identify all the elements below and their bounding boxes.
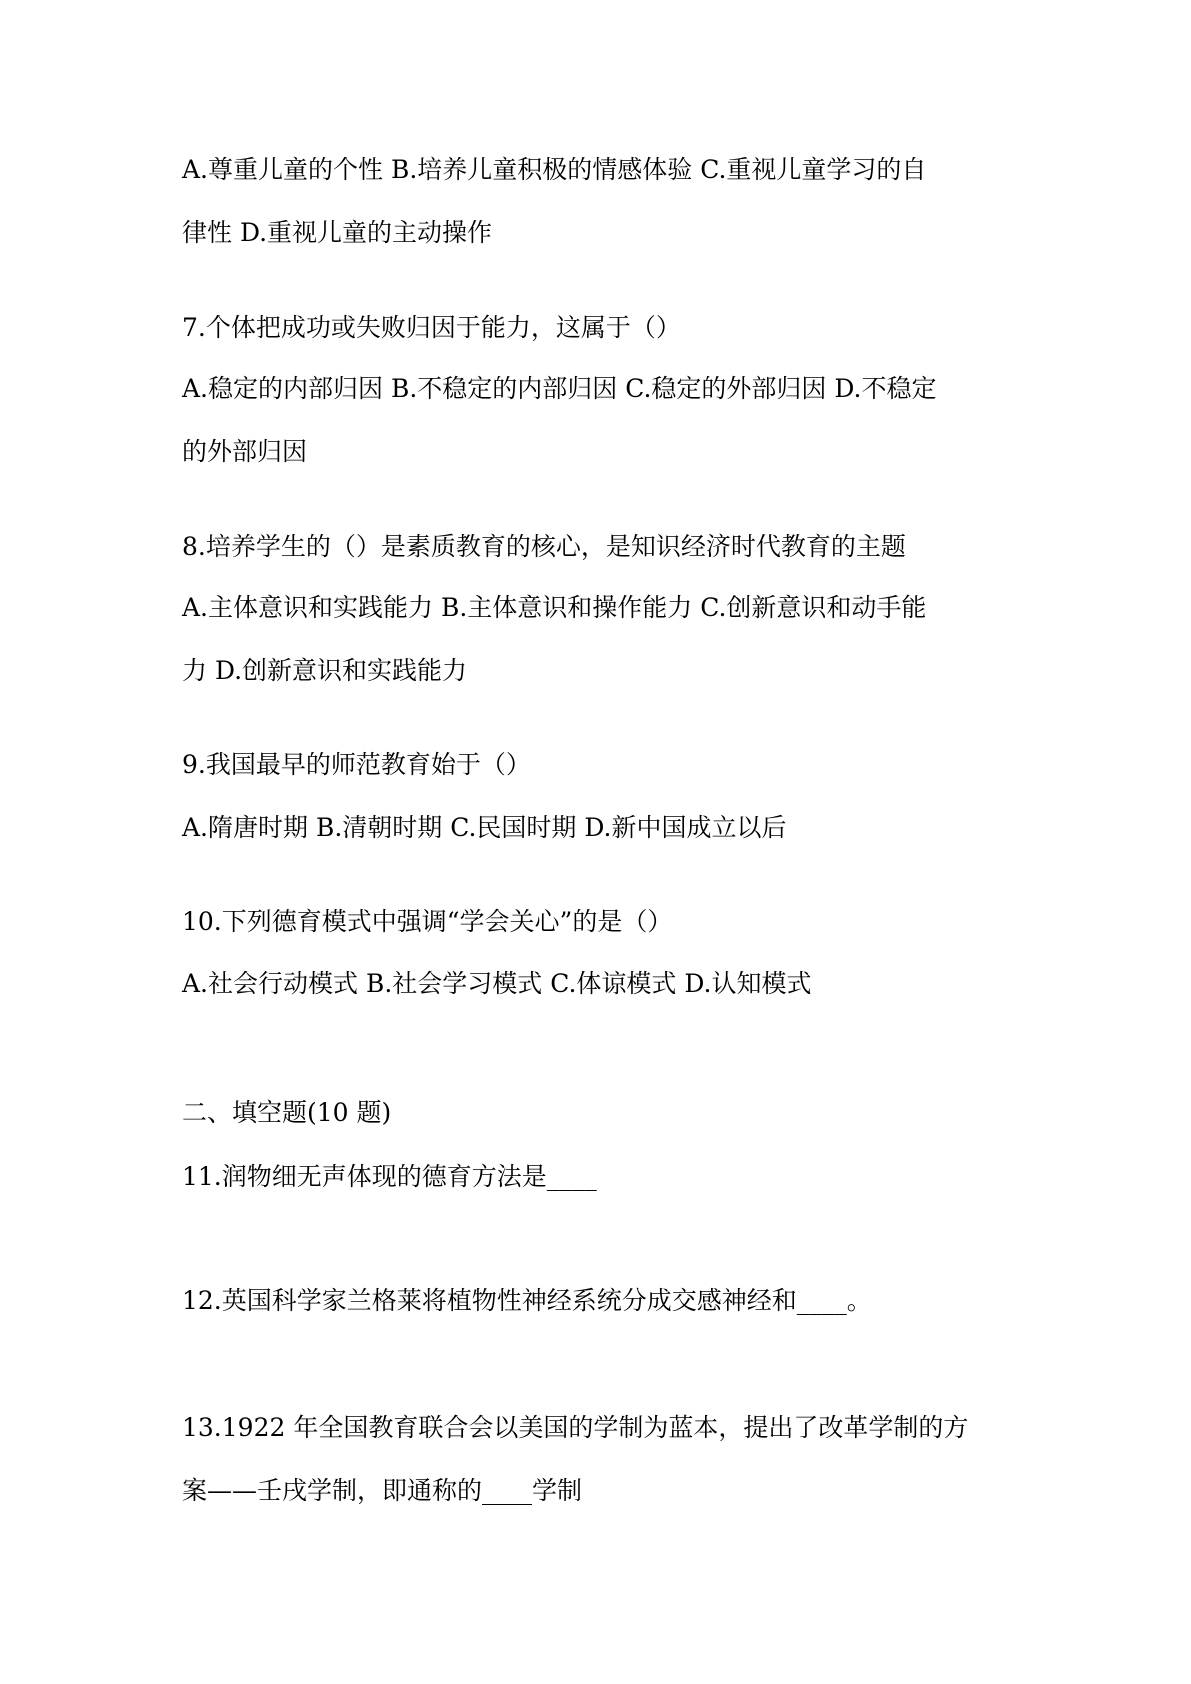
q9-question: 9.我国最早的师范教育始于（） [182,750,531,779]
q6-options-line-2: 律性 D.重视儿童的主动操作 [182,218,493,247]
q10-options-line-1: A.社会行动模式 B.社会学习模式 C.体谅模式 D.认知模式 [182,969,812,998]
q7-question: 7.个体把成功或失败归因于能力，这属于（） [182,313,681,342]
q8-options-line-1: A.主体意识和实践能力 B.主体意识和操作能力 C.创新意识和动手能 [182,593,927,622]
q11-question: 11.润物细无声体现的德育方法是____ [182,1162,597,1191]
q10-question: 10.下列德育模式中强调“学会关心”的是（） [182,907,673,936]
q12-question: 12.英国科学家兰格莱将植物性神经系统分成交感神经和____。 [182,1286,872,1315]
q13-question-line-2: 案——壬戌学制，即通称的____学制 [182,1476,583,1505]
q8-options-line-2: 力 D.创新意识和实践能力 [182,656,468,685]
q13-question-line-1: 13.1922 年全国教育联合会以美国的学制为蓝本，提出了改革学制的方 [182,1413,969,1442]
q7-options-line-1: A.稳定的内部归因 B.不稳定的内部归因 C.稳定的外部归因 D.不稳定 [182,374,937,403]
q6-options-line-1: A.尊重儿童的个性 B.培养儿童积极的情感体验 C.重视儿童学习的自 [182,155,927,184]
q7-options-line-2: 的外部归因 [182,437,308,466]
q8-question: 8.培养学生的（）是素质教育的核心，是知识经济时代教育的主题 [182,532,906,561]
q9-options-line-1: A.隋唐时期 B.清朝时期 C.民国时期 D.新中国成立以后 [182,813,787,842]
section-heading: 二、填空题(10 题) [182,1098,392,1127]
